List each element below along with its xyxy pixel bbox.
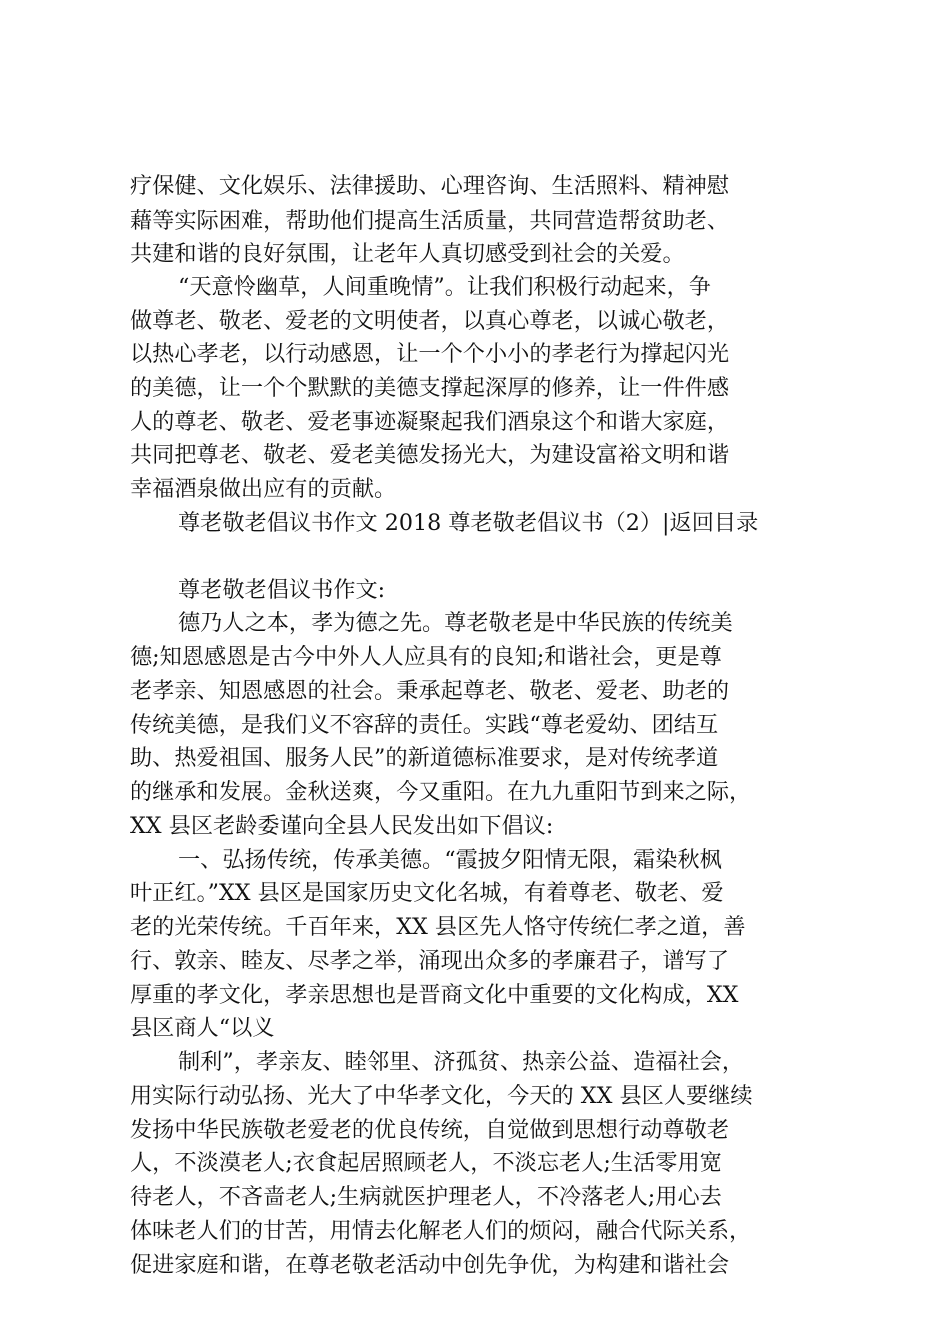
text-line: 县区商人“以义 bbox=[130, 1015, 275, 1041]
text-line: “天意怜幽草，人间重晚情”。让我们积极行动起来，争 bbox=[178, 274, 711, 300]
text-line: 共建和谐的良好氛围，让老年人真切感受到社会的关爱。 bbox=[130, 241, 685, 267]
text-line: 发扬中华民族敬老爱老的优良传统，自觉做到思想行动尊敬老 bbox=[130, 1117, 730, 1143]
text-line: 共同把尊老、敬老、爱老美德发扬光大，为建设富裕文明和谐 bbox=[130, 442, 730, 468]
text-line: 德乃人之本，孝为德之先。尊老敬老是中华民族的传统美 bbox=[178, 610, 733, 636]
text-line: 叶正红。”XX 县区是国家历史文化名城，有着尊老、敬老、爱 bbox=[130, 880, 724, 906]
text-line: 厚重的孝文化，孝亲思想也是晋商文化中重要的文化构成，XX bbox=[130, 982, 739, 1008]
text-line: 的继承和发展。金秋送爽，今又重阳。在九九重阳节到来之际， bbox=[130, 779, 752, 805]
text-line: 幸福酒泉做出应有的贡献。 bbox=[130, 476, 397, 502]
text-line: 老的光荣传统。千百年来，XX 县区先人恪守传统仁孝之道，善 bbox=[130, 914, 746, 940]
text-line: 人的尊老、敬老、爱老事迹凝聚起我们酒泉这个和谐大家庭， bbox=[130, 409, 730, 435]
text-line: 以热心孝老，以行动感恩，让一个个小小的孝老行为撑起闪光 bbox=[130, 341, 730, 367]
text-line: 促进家庭和谐，在尊老敬老活动中创先争优，为构建和谐社会 bbox=[130, 1252, 730, 1278]
section-heading: 尊老敬老倡议书作文 2018 尊老敬老倡议书（2）|返回目录 bbox=[178, 510, 759, 536]
text-line: 做尊老、敬老、爱老的文明使者，以真心尊老，以诚心敬老， bbox=[130, 308, 730, 334]
text-line: 制利”，孝亲友、睦邻里、济孤贫、热亲公益、造福社会， bbox=[178, 1049, 745, 1075]
text-line: 一、弘扬传统，传承美德。“霞披夕阳情无限，霜染秋枫 bbox=[178, 847, 722, 873]
text-line: 人，不淡漠老人;衣食起居照顾老人，不淡忘老人;生活零用宽 bbox=[130, 1150, 722, 1176]
text-line: 体味老人们的甘苦，用情去化解老人们的烦闷，融合代际关系， bbox=[130, 1218, 752, 1244]
text-line: 老孝亲、知恩感恩的社会。秉承起尊老、敬老、爱老、助老的 bbox=[130, 678, 730, 704]
text-line: 疗保健、文化娱乐、法律援助、心理咨询、生活照料、精神慰 bbox=[130, 173, 730, 199]
text-line: 藉等实际困难，帮助他们提高生活质量，共同营造帮贫助老、 bbox=[130, 208, 730, 234]
text-line: 传统美德，是我们义不容辞的责任。实践“尊老爱幼、团结互 bbox=[130, 712, 719, 738]
text-line: 待老人，不吝啬老人;生病就医护理老人，不冷落老人;用心去 bbox=[130, 1184, 722, 1210]
text-line: 行、敦亲、睦友、尽孝之举，涌现出众多的孝廉君子，谱写了 bbox=[130, 948, 730, 974]
text-line: 助、热爱祖国、服务人民”的新道德标准要求，是对传统孝道 bbox=[130, 745, 719, 771]
text-line: 用实际行动弘扬、光大了中华孝文化，今天的 XX 县区人要继续 bbox=[130, 1083, 753, 1109]
text-line: 尊老敬老倡议书作文: bbox=[178, 577, 386, 603]
text-line: 的美德，让一个个默默的美德支撑起深厚的修养，让一件件感 bbox=[130, 375, 730, 401]
text-line: 德;知恩感恩是古今中外人人应具有的良知;和谐社会，更是尊 bbox=[130, 644, 722, 670]
text-line: XX 县区老龄委谨向全县人民发出如下倡议: bbox=[130, 813, 554, 839]
